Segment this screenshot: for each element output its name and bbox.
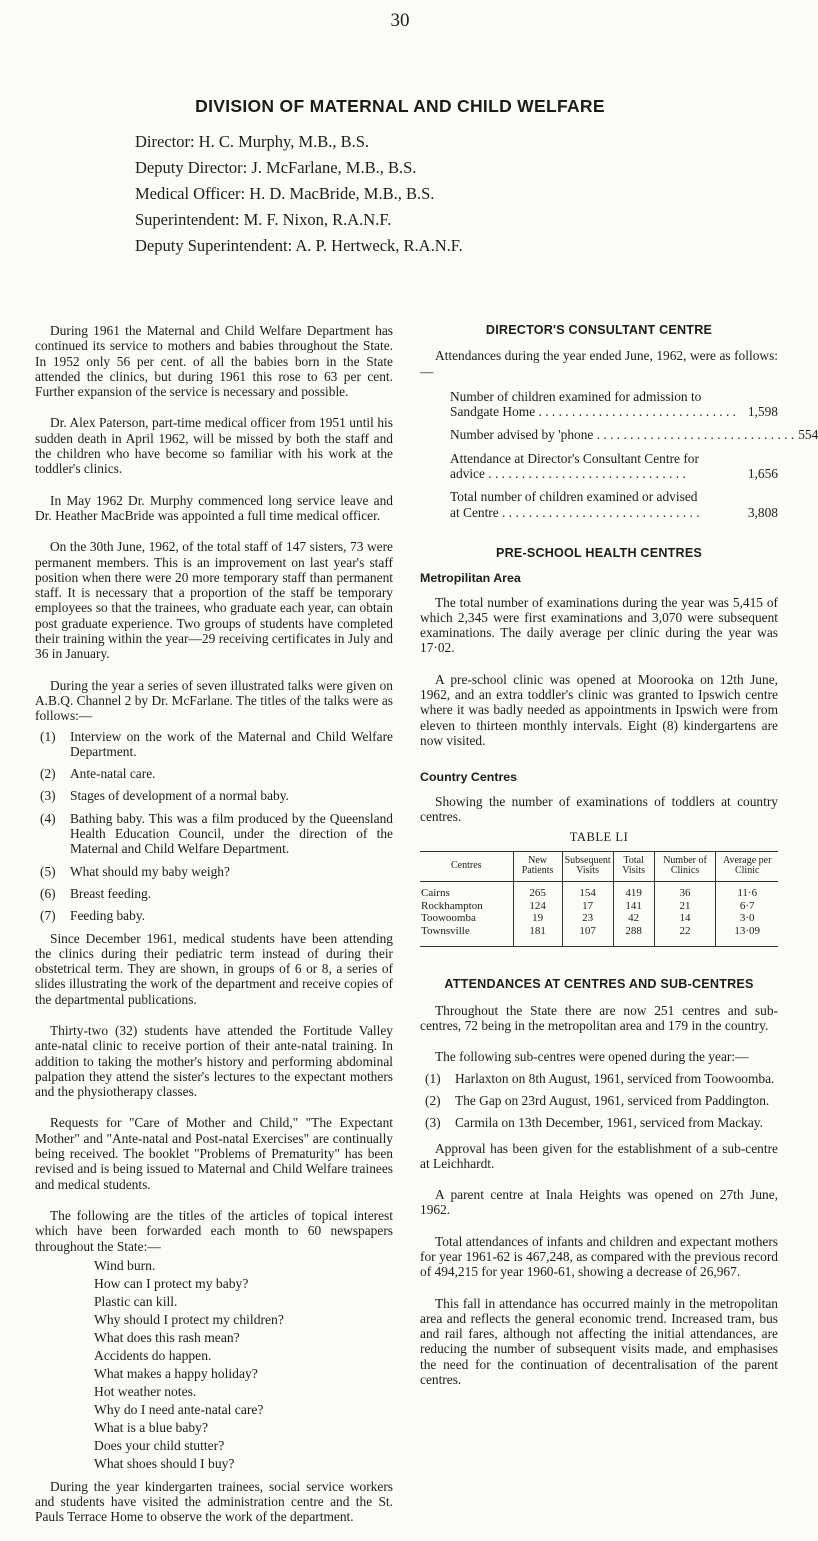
table-header: New Patients xyxy=(513,852,562,882)
stat-item xyxy=(450,489,778,520)
table-cell: 11·6 xyxy=(716,882,778,900)
talks-list xyxy=(35,729,393,924)
country-centres-table xyxy=(420,851,778,947)
table-cell: 13·09 xyxy=(716,925,778,947)
table-row xyxy=(420,912,778,925)
staff-medical-officer: Medical Officer: H. D. MacBride, M.B., B.S. xyxy=(135,184,435,203)
table-cell: 3·0 xyxy=(716,912,778,925)
staff-list xyxy=(135,129,463,259)
staff-superintendent: Superintendent: M. F. Nixon, R.A.N.F. xyxy=(135,210,392,229)
article-title: What shoes should I buy? xyxy=(94,1455,235,1471)
list-text: Harlaxton on 8th August, 1961, serviced from Toowoomba. xyxy=(455,1070,775,1086)
left-column xyxy=(35,323,393,1541)
article-title: Wind burn. xyxy=(94,1257,156,1273)
paragraph: Requests for "Care of Mother and Child," "The Expectant Mother" and "Ante-natal and Post-natal Exercises" are continually being received. The booklet "Problems of Prematurity" has been revised and is being issued to Maternal and Child Welfare trainees and medical students. xyxy=(35,1115,393,1192)
paragraph: Showing the number of examinations of toddlers at country centres. xyxy=(420,793,778,824)
table-header: Number of Clinics xyxy=(654,852,716,882)
list-text: Breast feeding. xyxy=(70,885,152,901)
table-cell: 141 xyxy=(613,900,654,913)
table-cell: 124 xyxy=(513,900,562,913)
article-title: What does this rash mean? xyxy=(94,1329,240,1345)
table-header: Subsequent Visits xyxy=(562,852,613,882)
table-cell: 181 xyxy=(513,925,562,947)
stat-label: Number of children examined for admission to xyxy=(450,388,702,404)
table-header: Centres xyxy=(420,852,513,882)
sub-heading: Metropilitan Area xyxy=(420,571,521,586)
paragraph: Since December 1961, medical students have been attending the clinics during their pediatric term instead of during their obstetrical term. They are shown, in groups of 6 or 8, a series of slides illustrating the work of the department and receive copies of the departmental publications. xyxy=(35,930,393,1007)
paragraph: The following sub-centres were opened during the year:— xyxy=(435,1049,749,1065)
paragraph: Approval has been given for the establishment of a sub-centre at Leichhardt. xyxy=(420,1140,778,1171)
list-number: (4) xyxy=(40,810,56,826)
stat-item xyxy=(450,427,818,443)
table-cell: Rockhampton xyxy=(421,899,483,912)
stat-value: 1,656 xyxy=(747,466,778,482)
table-cell: 19 xyxy=(513,912,562,925)
sub-heading: Country Centres xyxy=(420,770,518,785)
right-column xyxy=(420,323,818,1403)
list-number: (1) xyxy=(40,728,56,744)
stat-label: at Centre . . . . . . . . . . . . . . . . . . . . . . . . . . . . . . xyxy=(450,504,700,520)
table-cell: 6·7 xyxy=(716,900,778,913)
table-row xyxy=(420,882,778,900)
list-number: (5) xyxy=(40,863,56,879)
table-cell: 419 xyxy=(613,882,654,900)
article-title: Why should I protect my children? xyxy=(94,1311,284,1327)
paragraph: A parent centre at Inala Heights was opened on 27th June, 1962. xyxy=(420,1187,778,1218)
table-cell: 42 xyxy=(613,912,654,925)
list-number: (3) xyxy=(425,1115,441,1131)
table-header: Total Visits xyxy=(613,852,654,882)
list-text: The Gap on 23rd August, 1961, serviced from Paddington. xyxy=(455,1092,770,1108)
stat-value: 554 xyxy=(798,427,818,443)
list-text: Carmila on 13th December, 1961, serviced from Mackay. xyxy=(455,1115,763,1131)
list-text: Ante-natal care. xyxy=(70,766,156,782)
paragraph: In May 1962 Dr. Murphy commenced long service leave and Dr. Heather MacBride was appointed a full time medical officer. xyxy=(35,492,393,523)
article-title: What is a blue baby? xyxy=(94,1419,208,1435)
list-number: (2) xyxy=(40,766,56,782)
paragraph: Thirty-two (32) students have attended the Fortitude Valley ante-natal clinic to receive portion of their ante-natal training. In addition to taking the mother's history and performing abdominal palpation they attend the sister's lectures to the expectant mothers and the physiotherapy classes. xyxy=(35,1022,393,1100)
section-heading: DIRECTOR'S CONSULTANT CENTRE xyxy=(485,323,713,337)
paragraph: The total number of examinations during the year was 5,415 of which 2,345 were first examinations and 3,070 were subsequent examinations. The daily average per clinic during the year was 17·02. xyxy=(420,594,778,656)
table-row xyxy=(420,925,778,947)
staff-deputy-superintendent: Deputy Superintendent: A. P. Hertweck, R.A.N.F. xyxy=(135,236,463,255)
list-item xyxy=(420,1115,778,1130)
table-cell: 14 xyxy=(654,912,716,925)
paragraph: Total attendances of infants and children and expectant mothers for year 1961-62 is 467,248, as compared with the previous record of 494,215 for year 1960-61, showing a decrease of 26,967. xyxy=(420,1233,778,1280)
table-cell: 288 xyxy=(613,925,654,947)
list-number: (1) xyxy=(425,1070,441,1086)
list-text: Stages of development of a normal baby. xyxy=(70,788,289,804)
stat-item xyxy=(450,451,778,482)
stat-label: Number advised by 'phone . . . . . . . . . . . . . . . . . . . . . . . . . . . . . . xyxy=(450,427,795,443)
paragraph: On the 30th June, 1962, of the total staff of 147 sisters, 73 were permanent members. This is an improvement on last year's staff position when there were 20 more temporary staff than permanent staff. It is necessary that a proportion of the staff be temporary employees so that the trainees, who graduate each year, can obtain post graduate experience. Two groups of students have completed their training within the year—29 receiving certificates in July and 36 in January. xyxy=(35,539,393,662)
page-number: 30 xyxy=(390,10,410,31)
stat-label: Sandgate Home . . . . . . . . . . . . . . . . . . . . . . . . . . . . . . xyxy=(450,404,737,420)
staff-deputy-director: Deputy Director: J. McFarlane, M.B., B.S. xyxy=(135,158,417,177)
list-text: Bathing baby. This was a film produced by the Queensland Health Education Council, under the direction of the Maternal and Child Welfare Department. xyxy=(70,810,393,857)
table-caption: TABLE LI xyxy=(569,830,629,845)
list-item xyxy=(35,811,393,857)
staff-director: Director: H. C. Murphy, M.B., B.S. xyxy=(135,132,370,151)
section-heading: PRE-SCHOOL HEALTH CENTRES xyxy=(495,545,703,560)
paragraph: The following are the titles of the articles of topical interest which have been forwarded each month to 60 newspapers throughout the State:— xyxy=(35,1207,393,1254)
list-number: (2) xyxy=(425,1092,441,1108)
list-item xyxy=(35,908,393,923)
table-cell: 107 xyxy=(562,925,613,947)
list-text: Interview on the work of the Maternal and Child Welfare Department. xyxy=(70,728,393,759)
list-item xyxy=(35,766,393,781)
paragraph: Throughout the State there are now 251 centres and sub-centres, 72 being in the metropolitan area and 179 in the country. xyxy=(420,1002,778,1034)
articles-list xyxy=(35,1257,393,1473)
article-title: Why do I need ante-natal care? xyxy=(94,1401,264,1417)
list-number: (3) xyxy=(40,788,56,804)
subcentres-list xyxy=(420,1071,778,1131)
table-cell: 265 xyxy=(513,882,562,900)
list-text: What should my baby weigh? xyxy=(70,863,230,879)
table-cell: Townsville xyxy=(420,925,513,947)
table-cell: Toowoomba xyxy=(421,912,476,925)
section-heading: ATTENDANCES AT CENTRES AND SUB-CENTRES xyxy=(444,977,754,992)
division-title: DIVISION OF MATERNAL AND CHILD WELFARE xyxy=(195,96,605,116)
stat-label: Attendance at Director's Consultant Centre for xyxy=(450,450,699,466)
list-text: Feeding baby. xyxy=(70,908,145,924)
paragraph: During 1961 the Maternal and Child Welfare Department has continued its service to mothers and babies throughout the State. In 1952 only 56 per cent. of all the babies born in the State attended the clinics, but during 1961 this rose to 63 per cent. Further expansion of the service is necessary and possible. xyxy=(35,323,393,400)
paragraph: Attendances during the year ended June, 1962, were as follows:— xyxy=(420,348,778,379)
paragraph: During the year a series of seven illustrated talks were given on A.B.Q. Channel 2 by Dr. McFarlane. The titles of the talks were as follows:— xyxy=(35,677,393,724)
table-cell: 17 xyxy=(562,900,613,913)
list-number: (6) xyxy=(40,885,56,901)
list-item xyxy=(420,1071,778,1086)
stat-value: 1,598 xyxy=(747,404,778,420)
article-title: What makes a happy holiday? xyxy=(94,1365,258,1381)
table-cell: 21 xyxy=(654,900,716,913)
article-title: How can I protect my baby? xyxy=(94,1275,249,1291)
consultant-stats xyxy=(420,388,818,520)
paragraph: A pre-school clinic was opened at Moorooka on 12th June, 1962, and an extra toddler's clinic was granted to Ipswich centre where it was badly needed as appointments in Ipswich were from eleven to thirteen monthly intervals. Eight (8) kindergartens are now visited. xyxy=(420,671,778,748)
list-item xyxy=(35,788,393,803)
paragraph: This fall in attendance has occurred mainly in the metropolitan area and reflects the general economic trend. Increased tram, bus and rail fares, although not affecting the initial attendances, are reducing the number of subsequent visits made, and emphasises the need for the continuation of decentralisation of the parent centres. xyxy=(420,1295,778,1388)
stat-label: advice . . . . . . . . . . . . . . . . . . . . . . . . . . . . . . xyxy=(450,466,686,482)
paragraph: Dr. Alex Paterson, part-time medical officer from 1951 until his sudden death in April 1962, will be missed by both the staff and the children who have become so familiar with his work at the toddler's clinics. xyxy=(35,415,393,477)
table-cell: 36 xyxy=(654,882,716,900)
list-item xyxy=(35,729,393,760)
table-row xyxy=(420,900,778,913)
stat-value: 3,808 xyxy=(747,504,778,520)
article-title: Does your child stutter? xyxy=(94,1437,225,1453)
list-item xyxy=(420,1093,778,1108)
article-title: Accidents do happen. xyxy=(94,1347,212,1363)
stat-label: Total number of children examined or advised xyxy=(450,489,698,505)
stat-item xyxy=(450,389,778,420)
article-title: Hot weather notes. xyxy=(94,1383,197,1399)
table-cell: 23 xyxy=(562,912,613,925)
article-title: Plastic can kill. xyxy=(94,1293,178,1309)
list-item xyxy=(35,886,393,901)
table-cell: 22 xyxy=(654,925,716,947)
table-header: Average per Clinic xyxy=(716,852,778,882)
list-number: (7) xyxy=(40,908,56,924)
table-cell: 154 xyxy=(562,882,613,900)
list-item xyxy=(35,864,393,879)
table-cell: Cairns xyxy=(421,887,450,900)
paragraph: During the year kindergarten trainees, social service workers and students have visited the administration centre and the St. Pauls Terrace Home to observe the work of the department. xyxy=(35,1478,393,1525)
